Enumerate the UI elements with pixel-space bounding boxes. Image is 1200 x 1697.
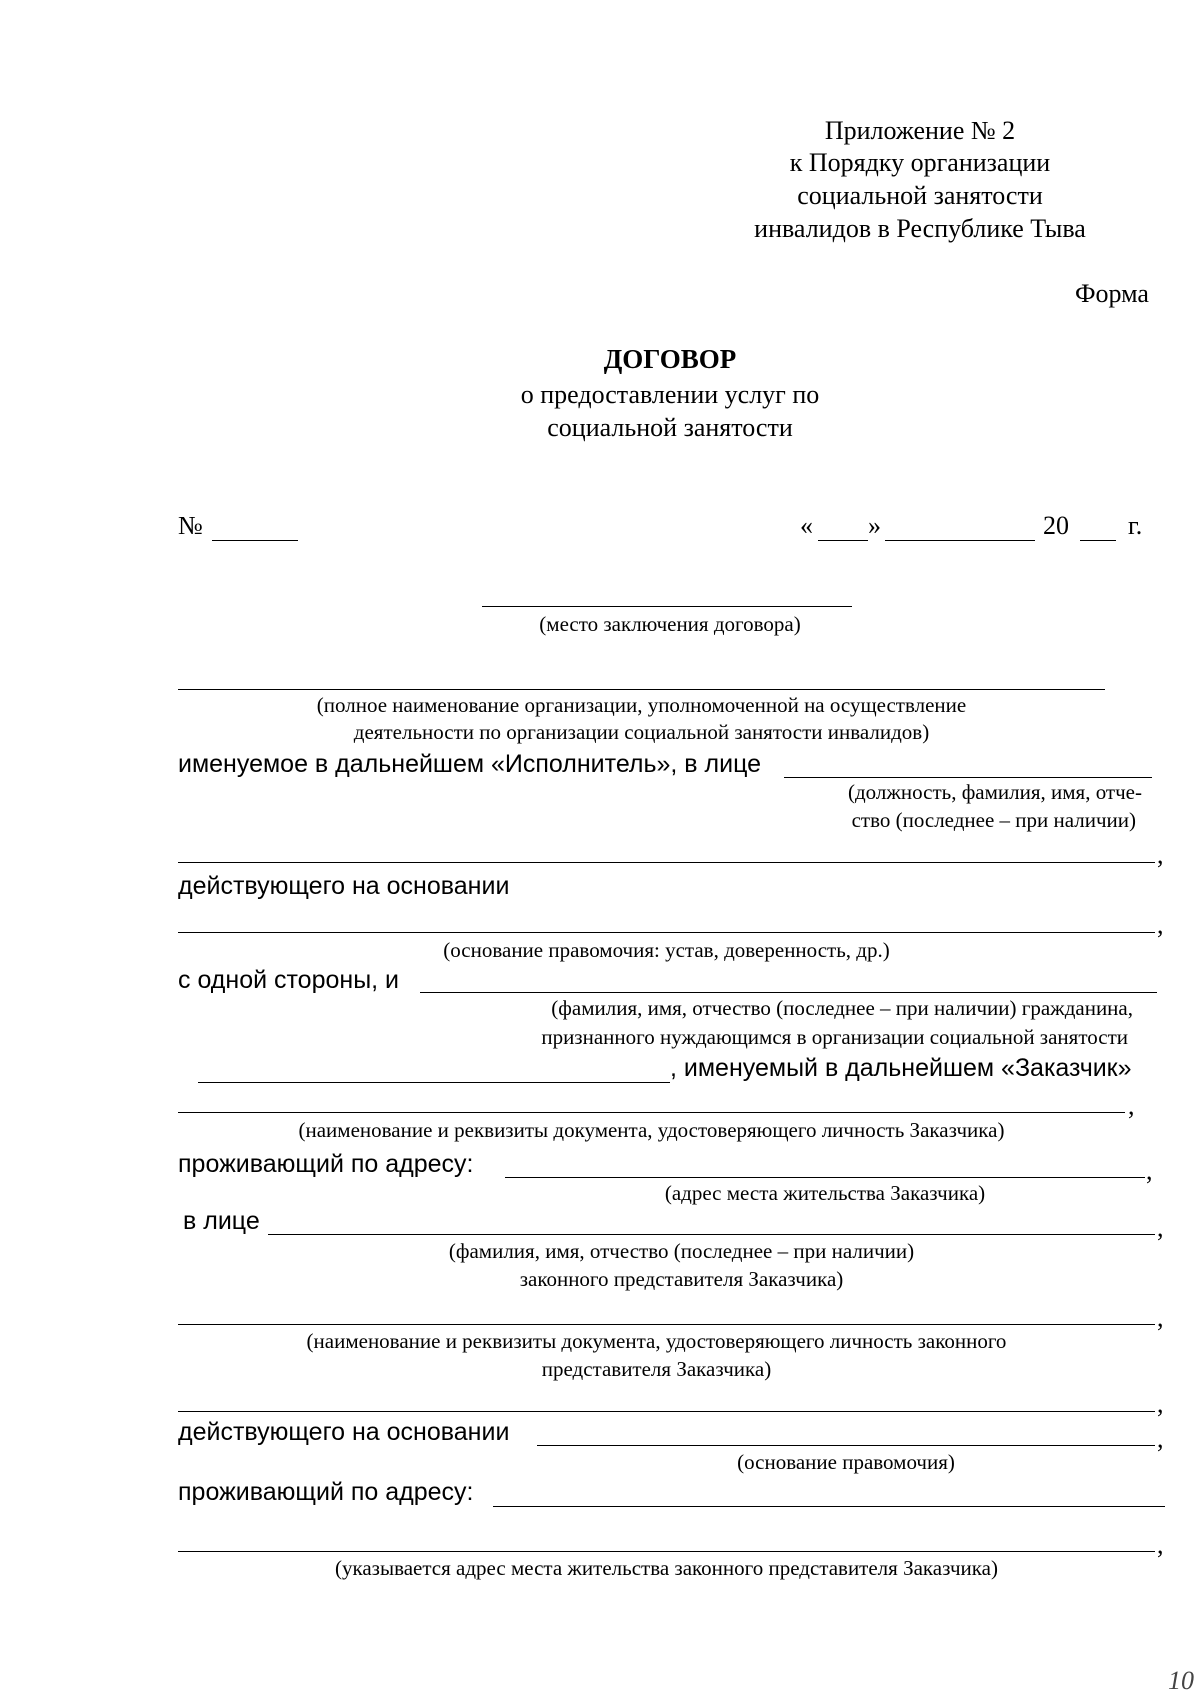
citizen-blank[interactable]	[420, 992, 1157, 993]
customer-address-caption: (адрес места жительства Заказчика)	[664, 1181, 986, 1205]
one-side-text: с одной стороны, и	[178, 966, 400, 994]
comma-7: ,	[1157, 1389, 1164, 1418]
number-sign: №	[178, 511, 203, 540]
representative-caption-1: (фамилия, имя, отчество (последнее – при наличии)	[448, 1239, 915, 1263]
date-day-blank[interactable]	[818, 540, 868, 541]
representative-name-blank[interactable]	[268, 1234, 1155, 1235]
date-month-blank[interactable]	[885, 540, 1035, 541]
executor-text: именуемое в дальнейшем «Исполнитель», в лице	[178, 750, 762, 778]
representative-address-blank[interactable]	[493, 1506, 1165, 1507]
document-title: ДОГОВОР	[603, 344, 737, 374]
representative-address-caption: (указывается адрес места жительства законного представителя Заказчика)	[334, 1556, 998, 1580]
date-close-quote: »	[868, 511, 881, 540]
citizen-caption-1: (фамилия, имя, отчество (последнее – при наличии) гражданина,	[551, 996, 1133, 1020]
comma-5: ,	[1157, 1213, 1164, 1242]
form-label: Форма	[1075, 279, 1149, 308]
document-subtitle-2: социальной занятости	[547, 413, 793, 442]
comma-1: ,	[1157, 840, 1164, 869]
appendix-line-2: к Порядку организации	[789, 148, 1051, 177]
page-number: 10	[1168, 1666, 1194, 1695]
representative-address-blank-2[interactable]	[178, 1551, 1155, 1552]
comma-3: ,	[1128, 1091, 1135, 1120]
executor-representative-blank[interactable]	[784, 777, 1152, 778]
basis-caption: (основание правомочия: устав, доверенность, др.)	[443, 938, 890, 962]
comma-9: ,	[1157, 1530, 1164, 1559]
executor-name-blank[interactable]	[178, 862, 1155, 863]
residing-text-2: проживающий по адресу:	[178, 1478, 474, 1506]
customer-text: , именуемый в дальнейшем «Заказчик»	[670, 1054, 1132, 1082]
year-prefix: 20	[1043, 511, 1069, 540]
appendix-line-3: социальной занятости	[797, 181, 1043, 210]
year-suffix: г.	[1128, 511, 1143, 540]
customer-document-blank[interactable]	[178, 1112, 1125, 1113]
authority-caption: (основание правомочия)	[737, 1450, 955, 1474]
executor-caption-1: (должность, фамилия, имя, отче-	[847, 780, 1142, 804]
customer-address-blank[interactable]	[505, 1177, 1145, 1178]
comma-6: ,	[1157, 1303, 1164, 1332]
representative-document-caption-1: (наименование и реквизиты документа, удостоверяющего личность законного	[306, 1329, 1007, 1353]
document-subtitle-1: о предоставлении услуг по	[520, 380, 820, 409]
representative-document-caption-2: представителя Заказчика)	[541, 1357, 772, 1381]
customer-document-caption: (наименование и реквизиты документа, удостоверяющего личность Заказчика)	[298, 1118, 1005, 1142]
representative-document-blank[interactable]	[178, 1324, 1155, 1325]
number-blank[interactable]	[212, 540, 298, 541]
basis-blank[interactable]	[178, 932, 1155, 933]
appendix-line-1: Приложение № 2	[824, 116, 1016, 145]
date-open-quote: «	[800, 511, 813, 540]
organization-blank[interactable]	[178, 689, 1105, 690]
place-blank[interactable]	[482, 606, 852, 607]
place-caption: (место заключения договора)	[539, 612, 801, 636]
acting-basis-text-2: действующего на основании	[178, 1418, 510, 1446]
acting-basis-text: действующего на основании	[178, 872, 510, 900]
representative-caption-2: законного представителя Заказчика)	[519, 1267, 844, 1291]
residing-text: проживающий по адресу:	[178, 1150, 474, 1178]
appendix-line-4: инвалидов в Республике Тыва	[754, 214, 1086, 243]
organization-caption-1: (полное наименование организации, уполномоченной на осуществление	[316, 693, 967, 717]
citizen-name-blank[interactable]	[198, 1082, 670, 1083]
citizen-caption-2: признанного нуждающимся в организации социальной занятости	[541, 1025, 1128, 1049]
comma-4: ,	[1146, 1156, 1153, 1185]
year-blank[interactable]	[1080, 540, 1116, 541]
executor-caption-2: ство (последнее – при наличии)	[851, 808, 1136, 832]
authority-blank[interactable]	[537, 1445, 1155, 1446]
comma-8: ,	[1157, 1424, 1164, 1453]
comma-2: ,	[1157, 910, 1164, 939]
organization-caption-2: деятельности по организации социальной занятости инвалидов)	[353, 720, 930, 744]
representative-document-blank-2[interactable]	[178, 1411, 1155, 1412]
in-person-text: в лице	[183, 1207, 260, 1235]
